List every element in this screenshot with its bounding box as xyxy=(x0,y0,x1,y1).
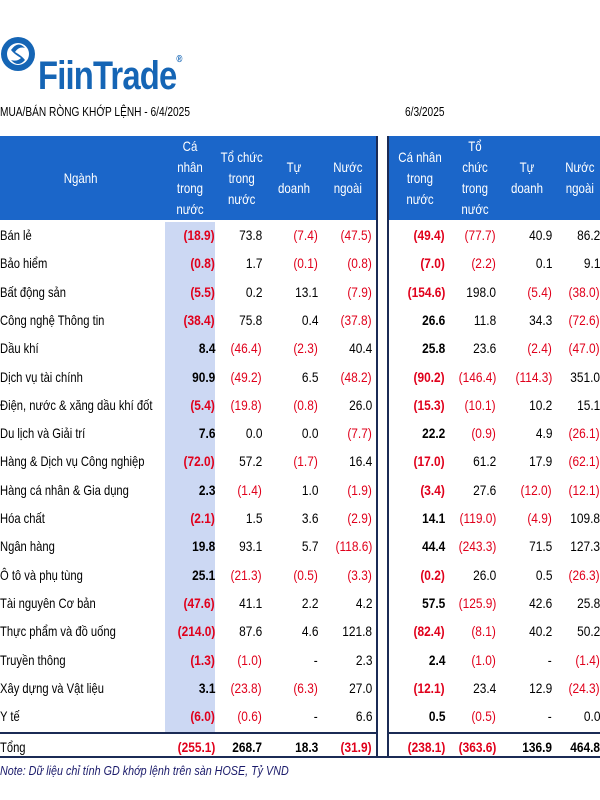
value-prev-col2: 61.2 xyxy=(472,453,496,470)
value-prev-col1: (17.0) xyxy=(413,453,445,470)
value-prev-col2: (119.0) xyxy=(459,510,496,526)
value-prev-col1: 25.8 xyxy=(421,340,445,357)
table-row xyxy=(0,618,600,646)
sector-name: Bảo hiểm xyxy=(0,255,48,272)
value-today-col3: - xyxy=(314,651,318,668)
value-today-col1: (1.3) xyxy=(190,651,215,668)
value-prev-col4: (12.1) xyxy=(568,481,600,498)
header-individual: Cá nhân trong nước xyxy=(176,138,204,217)
footnote: Note: Dữ liệu chỉ tính GD khớp lệnh trên sàn HOSE, Tỷ VND xyxy=(0,764,289,778)
value-today-col2: 1.7 xyxy=(245,255,262,272)
value-prev-col4: (24.3) xyxy=(568,679,600,696)
value-prev-col2: 198.0 xyxy=(466,283,496,300)
value-prev-col1: 44.4 xyxy=(421,538,445,555)
value-today-col1: (0.8) xyxy=(190,255,215,272)
value-today-col2: 87.6 xyxy=(238,623,262,640)
value-today-col1: (72.0) xyxy=(183,453,215,470)
value-prev-col4: (62.1) xyxy=(568,453,600,470)
value-prev-col2: (8.1) xyxy=(471,623,496,640)
value-today-col4: (37.8) xyxy=(340,311,372,328)
table-row xyxy=(0,307,600,335)
header-foreign: Nước ngoài xyxy=(333,159,363,196)
header-institution: Tổ chức trong nước xyxy=(220,148,264,207)
value-today-col4: 16.4 xyxy=(348,453,372,470)
value-prev-col3: (4.9) xyxy=(527,510,552,526)
value-prev-col2: (2.2) xyxy=(471,255,496,272)
value-today-col1: (6.0) xyxy=(190,708,215,725)
sector-name: Ngân hàng xyxy=(0,538,55,555)
value-today-col2: 57.2 xyxy=(238,453,262,470)
sector-name: Hàng cá nhân & Gia dụng xyxy=(0,481,129,498)
value-today-col1: 3.1 xyxy=(198,679,215,696)
value-prev-col2: 23.4 xyxy=(472,679,496,696)
value-prev-col2: (363.6) xyxy=(458,739,496,755)
value-prev-col1: (15.3) xyxy=(413,396,445,413)
table-row xyxy=(0,250,600,278)
value-prev-col3: - xyxy=(548,651,552,668)
value-today-col3: 1.0 xyxy=(301,481,318,498)
header-proprietary: Tự doanh xyxy=(278,159,310,196)
value-today-col1: 8.4 xyxy=(198,340,215,357)
value-prev-col1: (154.6) xyxy=(407,283,445,300)
value-prev-col3: (12.0) xyxy=(520,481,552,498)
value-prev-col2: (125.9) xyxy=(458,594,496,611)
value-prev-col1: (12.1) xyxy=(413,679,445,696)
table-row xyxy=(0,392,600,420)
value-today-col1: (255.1) xyxy=(177,739,215,755)
sector-name: Thực phẩm và đồ uống xyxy=(0,623,116,640)
value-prev-col2: (10.1) xyxy=(464,396,496,413)
value-today-col4: (7.9) xyxy=(347,283,372,300)
value-prev-col3: 40.2 xyxy=(528,623,552,640)
value-prev-col4: 50.2 xyxy=(576,623,600,640)
value-today-col4: (47.5) xyxy=(340,227,372,243)
value-prev-col4: 109.8 xyxy=(570,510,600,526)
value-prev-col4: 127.3 xyxy=(570,538,600,555)
value-prev-col1: (82.4) xyxy=(413,623,445,640)
table-row xyxy=(0,590,600,618)
sector-name: Điện, nước & xăng dầu khí đốt xyxy=(0,396,153,413)
value-prev-col2: (1.0) xyxy=(471,651,496,668)
total-separator-right xyxy=(388,732,600,734)
value-today-col3: (0.5) xyxy=(293,566,318,583)
value-today-col1: 7.6 xyxy=(198,425,215,442)
value-prev-col2: (0.9) xyxy=(471,425,496,442)
value-today-col3: 6.5 xyxy=(301,368,318,385)
value-today-col1: (47.6) xyxy=(183,594,215,611)
sector-name: Hàng & Dịch vụ Công nghiệp xyxy=(0,453,145,470)
value-prev-col2: 23.6 xyxy=(472,340,496,357)
value-today-col2: (1.4) xyxy=(237,481,262,498)
value-today-col4: 26.0 xyxy=(348,396,372,413)
value-prev-col2: (0.5) xyxy=(471,708,496,725)
value-prev-col4: (26.3) xyxy=(568,566,600,583)
value-prev-col4: 25.8 xyxy=(576,594,600,611)
value-prev-col1: 22.2 xyxy=(421,425,445,442)
right-section-title: 6/3/2025 xyxy=(405,104,445,119)
value-today-col2: 1.5 xyxy=(245,510,262,526)
value-today-col1: 25.1 xyxy=(191,566,215,583)
value-today-col4: 2.3 xyxy=(355,651,372,668)
value-today-col2: 93.1 xyxy=(238,538,262,555)
value-prev-col1: (3.4) xyxy=(420,481,445,498)
value-today-col3: (7.4) xyxy=(293,227,318,243)
value-prev-col3: 34.3 xyxy=(528,311,552,328)
value-prev-col3: 40.9 xyxy=(528,227,552,243)
sector-name: Tổng xyxy=(0,739,26,755)
value-today-col4: (31.9) xyxy=(340,739,372,755)
left-section-title: MUA/BÁN RÒNG KHỚP LỆNH - 6/4/2025 xyxy=(0,104,190,119)
table-row xyxy=(0,562,600,590)
value-today-col1: 90.9 xyxy=(191,368,215,385)
value-prev-col1: (90.2) xyxy=(413,368,445,385)
value-prev-col1: (7.0) xyxy=(420,255,445,272)
value-today-col1: (5.5) xyxy=(190,283,215,300)
sector-name: Du lịch và Giải trí xyxy=(0,425,86,442)
sector-name: Y tế xyxy=(0,708,20,725)
sector-name: Bán lẻ xyxy=(0,227,32,243)
value-today-col2: (21.3) xyxy=(230,566,262,583)
value-prev-col4: 464.8 xyxy=(570,739,600,755)
value-today-col4: (118.6) xyxy=(335,538,372,555)
value-prev-col2: 11.8 xyxy=(473,311,496,328)
table-row xyxy=(0,335,600,363)
value-prev-col1: 0.5 xyxy=(428,708,445,725)
value-prev-col4: (47.0) xyxy=(568,340,600,357)
value-today-col1: (5.4) xyxy=(190,396,215,413)
value-today-col3: 13.1 xyxy=(294,283,318,300)
value-prev-col4: 15.1 xyxy=(576,396,600,413)
sector-name: Tài nguyên Cơ bản xyxy=(0,594,96,611)
header-individual-prev: Cá nhân trong nước xyxy=(398,148,442,207)
value-today-col4: (3.3) xyxy=(347,566,372,583)
sector-name: Bất động sản xyxy=(0,283,67,300)
value-prev-col3: (2.4) xyxy=(527,340,552,357)
table-row xyxy=(0,675,600,703)
value-today-col4: 6.6 xyxy=(355,708,372,725)
value-prev-col2: (77.7) xyxy=(464,227,496,243)
value-prev-col1: (0.2) xyxy=(420,566,445,583)
value-prev-col3: - xyxy=(548,708,552,725)
table-row xyxy=(0,647,600,675)
value-today-col1: (18.9) xyxy=(183,227,215,243)
value-today-col2: 41.1 xyxy=(238,594,262,611)
value-today-col1: 19.8 xyxy=(191,538,215,555)
value-prev-col3: 4.9 xyxy=(535,425,552,442)
header-sector: Ngành xyxy=(64,169,98,186)
value-prev-col2: (146.4) xyxy=(458,368,496,385)
sector-name: Hóa chất xyxy=(0,510,45,526)
table-row xyxy=(0,703,600,731)
value-today-col4: (2.9) xyxy=(347,510,372,526)
value-today-col3: 4.6 xyxy=(301,623,318,640)
value-prev-col1: 26.6 xyxy=(421,311,445,328)
value-today-col3: (2.3) xyxy=(293,340,318,357)
value-today-col2: (23.8) xyxy=(230,679,262,696)
value-today-col1: 2.3 xyxy=(198,481,215,498)
value-today-col3: 0.0 xyxy=(301,425,318,442)
value-today-col3: 0.4 xyxy=(301,311,318,328)
value-prev-col3: 17.9 xyxy=(528,453,552,470)
sector-name: Ô tô và phụ tùng xyxy=(0,566,83,583)
sector-name: Dịch vụ tài chính xyxy=(0,368,83,385)
value-prev-col3: 0.1 xyxy=(535,255,552,272)
value-prev-col3: 42.6 xyxy=(528,594,552,611)
table-bottom-border xyxy=(0,756,600,758)
logo-wordmark: FiinTrade® xyxy=(38,54,182,98)
right-table-border xyxy=(387,136,389,756)
value-prev-col4: 0.0 xyxy=(583,708,600,725)
value-today-col2: 268.7 xyxy=(232,739,262,755)
value-prev-col2: (243.3) xyxy=(458,538,496,555)
value-prev-col3: (114.3) xyxy=(515,368,552,385)
value-today-col4: (7.7) xyxy=(347,425,372,442)
value-today-col4: 4.2 xyxy=(355,594,372,611)
table-row xyxy=(0,279,600,307)
value-today-col3: (1.7) xyxy=(293,453,318,470)
total-separator-left xyxy=(0,732,376,734)
value-today-col3: 5.7 xyxy=(301,538,318,555)
table-row xyxy=(0,420,600,448)
value-prev-col3: (5.4) xyxy=(527,283,552,300)
value-today-col2: 75.8 xyxy=(238,311,262,328)
sector-name: Truyền thông xyxy=(0,651,66,668)
right-header-bar xyxy=(388,136,600,220)
value-prev-col4: 9.1 xyxy=(583,255,600,272)
value-today-col4: 121.8 xyxy=(342,623,372,640)
value-prev-col4: (72.6) xyxy=(568,311,600,328)
value-prev-col3: 136.9 xyxy=(522,739,552,755)
left-header-bar xyxy=(0,136,376,220)
value-prev-col3: 12.9 xyxy=(528,679,552,696)
value-prev-col4: 86.2 xyxy=(576,227,600,243)
value-today-col3: 18.3 xyxy=(294,739,318,755)
left-table-border xyxy=(376,136,378,756)
table-row xyxy=(0,364,600,392)
value-today-col2: 0.0 xyxy=(245,425,262,442)
value-prev-col1: (238.1) xyxy=(407,739,445,755)
value-prev-col4: (1.4) xyxy=(575,651,600,668)
value-today-col3: - xyxy=(314,708,318,725)
value-today-col4: (1.9) xyxy=(347,481,372,498)
sector-name: Công nghệ Thông tin xyxy=(0,311,105,328)
value-prev-col3: 71.5 xyxy=(528,538,552,555)
sector-name: Xây dựng và Vật liệu xyxy=(0,679,105,696)
value-today-col1: (214.0) xyxy=(177,623,215,640)
value-prev-col1: 14.1 xyxy=(421,510,445,526)
table-row xyxy=(0,533,600,561)
sector-name: Dầu khí xyxy=(0,340,39,357)
value-prev-col1: (49.4) xyxy=(413,227,445,243)
value-today-col3: (0.8) xyxy=(293,396,318,413)
table-row xyxy=(0,222,600,250)
header-proprietary-prev: Tự doanh xyxy=(511,159,543,196)
table-row xyxy=(0,448,600,476)
value-prev-col4: (26.1) xyxy=(568,425,600,442)
value-prev-col3: 10.2 xyxy=(528,396,552,413)
value-today-col2: (19.8) xyxy=(230,396,262,413)
header-foreign-prev: Nước ngoài xyxy=(565,159,595,196)
fiintrade-logo xyxy=(0,24,200,98)
value-prev-col2: 26.0 xyxy=(472,566,496,583)
value-today-col2: (46.4) xyxy=(230,340,262,357)
value-today-col2: 73.8 xyxy=(238,227,262,243)
value-prev-col2: 27.6 xyxy=(472,481,496,498)
value-today-col3: (6.3) xyxy=(293,679,318,696)
value-today-col4: (48.2) xyxy=(340,368,372,385)
table-row xyxy=(0,477,600,505)
value-today-col4: 27.0 xyxy=(348,679,372,696)
value-today-col3: 3.6 xyxy=(301,510,318,526)
table-row xyxy=(0,505,600,533)
value-today-col4: (0.8) xyxy=(347,255,372,272)
value-today-col2: 0.2 xyxy=(245,283,262,300)
value-today-col2: (1.0) xyxy=(237,651,262,668)
value-today-col3: (0.1) xyxy=(293,255,318,272)
value-prev-col1: 2.4 xyxy=(428,651,445,668)
value-today-col2: (0.6) xyxy=(237,708,262,725)
value-prev-col4: 351.0 xyxy=(570,368,600,385)
header-institution-prev: Tổ chức trong nước xyxy=(461,138,489,217)
logo-emblem-icon xyxy=(0,26,36,82)
value-prev-col1: 57.5 xyxy=(421,594,445,611)
value-prev-col4: (38.0) xyxy=(568,283,600,300)
value-today-col3: 2.2 xyxy=(301,594,318,611)
value-prev-col3: 0.5 xyxy=(535,566,552,583)
value-today-col1: (38.4) xyxy=(183,311,215,328)
value-today-col2: (49.2) xyxy=(230,368,262,385)
value-today-col4: 40.4 xyxy=(348,340,372,357)
value-today-col1: (2.1) xyxy=(190,510,215,526)
